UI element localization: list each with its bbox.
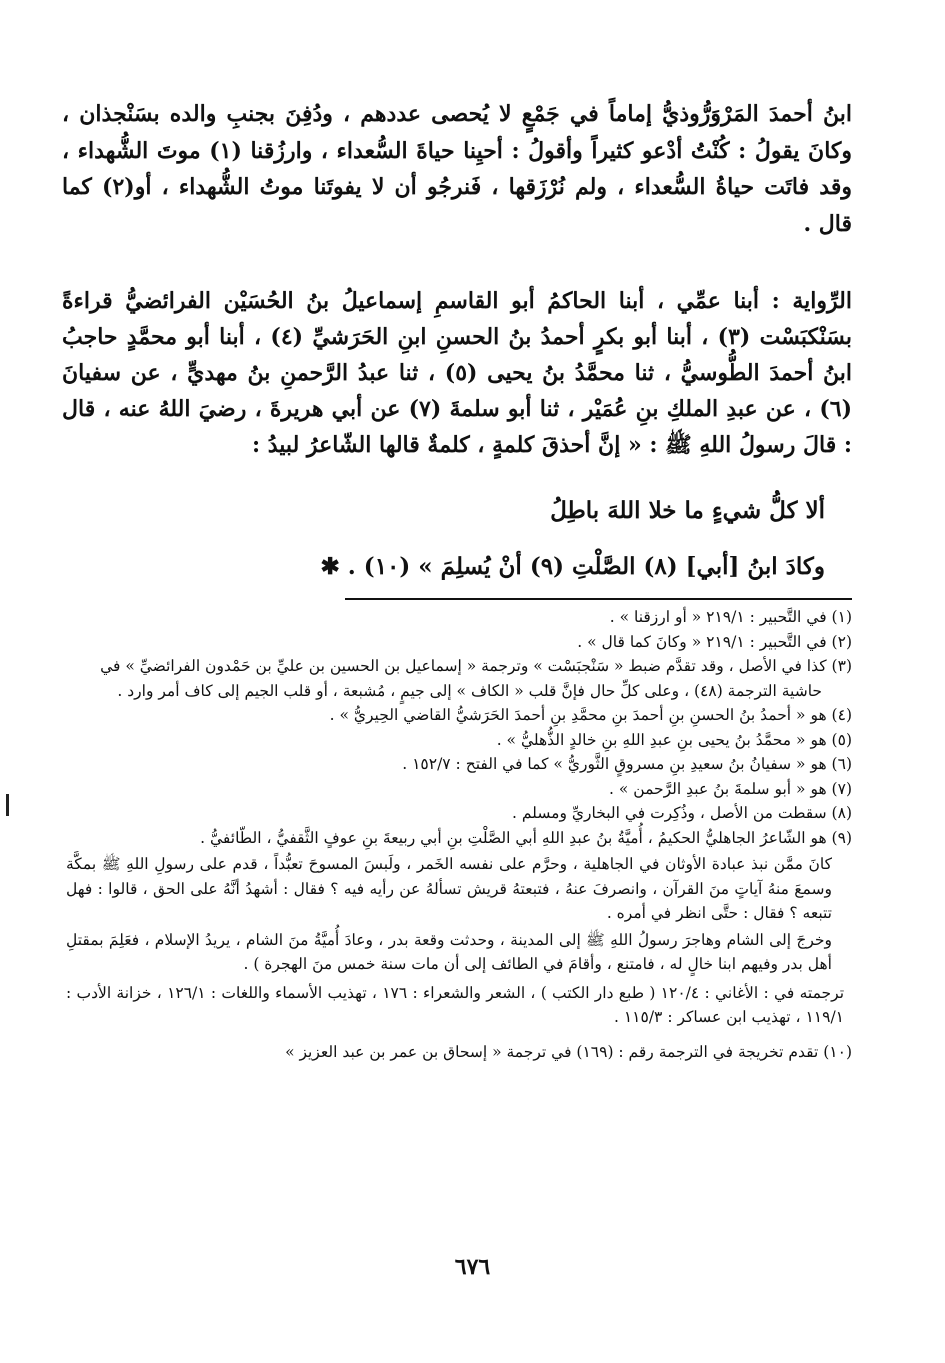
footnotes	[66, 605, 852, 1064]
riwaya-section	[62, 283, 852, 463]
biography-paragraph: ابنُ أحمدَ المَرْوَرُّوذيُّ إماماً في جَمْعٍ لا يُحصى عددهم ، ودُفِنَ بجنبِ والده بسَنْجذان ، وكانَ يقولُ : كُنْتُ أدْعو كثيراً وأقولُ : أحيِنا حياةَ السُّعداء ، وارزُقنا (١) موتَ الشُّهداء ، وقد فاتَت حياةُ السُّعداء ، ولم نُرْزَقها ، فَنرجُو أن لا يفوتَنا موتُ الشُّهداء ، أو(٢) كما قال .	[62, 101, 852, 237]
margin-mark	[6, 794, 9, 816]
footnote-5: (٥) هو « محمَّدُ بنُ يحيى بنِ عبدِ اللهِ بنِ خالدٍ الذُّهليُّ » .	[496, 730, 852, 749]
poetry-verse: ألا كلُّ شيءٍ ما خلا اللهَ باطِلُ	[550, 497, 825, 524]
footnote-1: (١) في التَّحبير : ٢١٩/١ « أو ارزقنا » .	[609, 608, 852, 626]
footnote-9: (٩) هو الشّاعرُ الجاهليُّ الحكيمُ ، أُميَّةُ بنُ عبدِ اللهِ أبي الصَّلْتِ بنِ أبي ربيعةَ بنِ عوفٍ الثَّقفيُّ ، الطّائفيُّ .	[200, 828, 852, 847]
footnote-9-sources: ترجمته في : الأغاني : ١٢٠/٤ ( طبع دار الكتب ) ، الشعر والشعراء : ١٧٦ ، تهذيب الأسماء واللغات : ١٢٦/١ ، خزانة الأدب : ١١٩/١ ، تهذيب ابن عساكر : ١١٥/٣ .	[66, 983, 845, 1026]
main-text	[62, 96, 852, 242]
footnote-8: (٨) سقطت من الأصل ، وذُكِرت في البخاريِّ ومسلم .	[512, 804, 852, 822]
hadith-conclusion: وكادَ ابنُ [أبي] (٨) الصَّلْتِ (٩) أنْ يُسلِمَ » (١٠) . ✱	[320, 553, 825, 580]
footnote-3: (٣) كذا في الأصل ، وقد تقدَّم ضبط « سَنْجبَسْت » وترجمة « إسماعيل بن الحسين بن عليِّ بن حَمْدون الفرائضيِّ » في حاشية الترجمة (٤٨) ، وعلى كلِّ حال فإنَّ قلب « الكاف » إلى جيمٍ ، مُشبعة ، أو قلب الجيم إلى كاف أمر وارد .	[100, 657, 852, 700]
footnote-4: (٤) هو « أحمدُ بنُ الحسنِ بنِ أحمدَ بنِ محمَّدِ بنِ أحمدَ الحَرَشيُّ القاضي الحِيريُّ » .	[329, 706, 852, 724]
footnote-7: (٧) هو « أبو سلمةَ بنُ عبدِ الرَّحمن » .	[609, 779, 852, 798]
footnote-9-biography: كانَ ممَّن نبذ عبادة الأوثان في الجاهلية ، وحرَّم على نفسه الخَمر ، ولَبسَ المسوحَ تعبُّداً ، قدم على رسولِ اللهِ ﷺ بمكَّة وسمعَ منهُ آياتٍ منَ القرآن ، وانصرفَ عنهُ ، فتبعتهُ قريش تسألهُ عن رأيه فيه ؟ فقال : أشهدُ أنَّهُ على الحق ، قالوا : فهل تتبعه ؟ فقال : حتَّى انظر في أمره .	[66, 855, 832, 922]
page-number: ٦٧٦	[454, 1254, 491, 1280]
footnote-2: (٢) في التَّحبير : ٢١٩/١ « وكانَ كما قال » .	[577, 632, 852, 651]
footnote-10: (١٠) تقدم تخريجة في الترجمة رقم : (١٦٩) في ترجمة « إسحاق بن عمر بن عبد العزيز »	[285, 1042, 852, 1061]
riwaya-paragraph: الرِّواية : أبنا عمِّي ، أبنا الحاكمُ أبو القاسمِ إسماعيلُ بنُ الحُسَيْن الفرائضيُّ قراءةً بسَنْكبَسْت (٣) ، أبنا أبو بكرٍ أحمدُ بنُ الحسنِ ابنِ الحَرَشيِّ (٤) ، أبنا أبو محمَّدٍ حاجبُ ابنُ أحمدَ الطُّوسيُّ ، ثنا محمَّدُ بنُ يحيى (٥) ، ثنا عبدُ الرَّحمنِ بنُ مهديٍّ ، عن سفيانَ (٦) ، عن عبدِ الملكِ بنِ عُمَيْر ، ثنا أبو سلمةَ (٧) عن أبي هريرةَ ، رضيَ اللهُ عنه ، قال : قالَ رسولُ اللهِ ﷺ : « إنَّ أحذقَ كلمةٍ ، كلمةٌ قالها الشّاعرُ لبيدُ :	[62, 288, 852, 458]
footnote-separator	[345, 598, 852, 600]
footnote-9-biography-continued: وخرجَ إلى الشام وهاجرَ رسولُ اللهِ ﷺ إلى المدينة ، وحدثت وقعة بدر ، وعادَ أُميَّةُ منَ الشام ، يريدُ الإسلام ، فعَلِمَ بمقتلِ أهل بدر وفيهم ابنا خالٍ له ، فامتنع ، وأقامَ في الطائف إلى أن مات سنة خمس منَ الهجرة ) .	[66, 930, 832, 973]
footnote-6: (٦) هو « سفيانُ بنُ سعيدِ بنِ مسروقٍ الثَّوريُّ » كما في الفتح : ١٥٢/٧ .	[402, 755, 852, 773]
